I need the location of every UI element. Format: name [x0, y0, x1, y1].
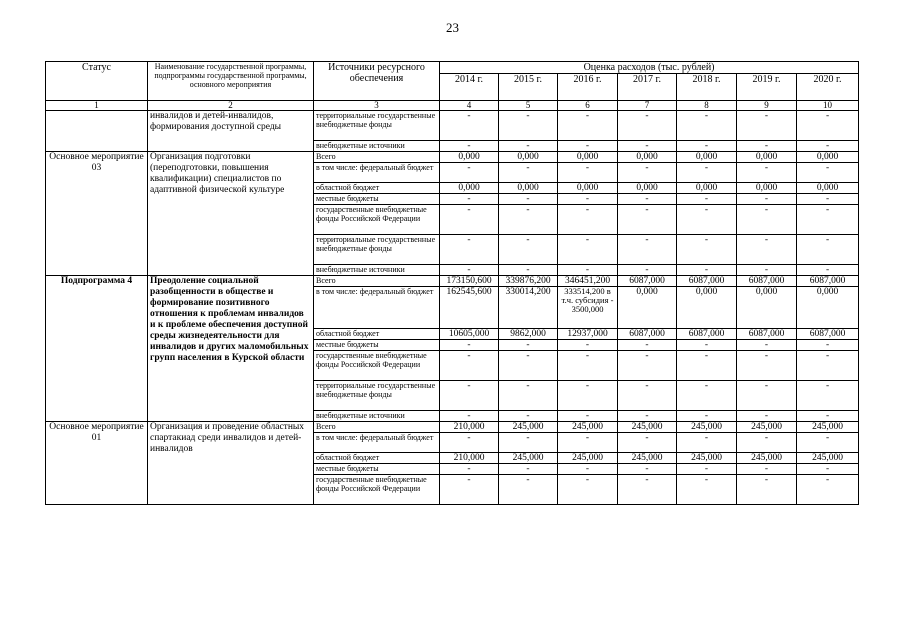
value-cell: 245,000: [677, 453, 737, 464]
value-cell: 0,000: [677, 183, 737, 194]
value-cell: 0,000: [737, 183, 797, 194]
program-name-cell: Преодоление социальной разобщенности в обществе и формирование позитивного отношения к проблемам инвалидов и к проблеме обеспечения доступной среды жизнедеятельности для инвалидов и других маломобильных групп населения в Курской области: [148, 276, 314, 422]
column-number: 9: [737, 101, 797, 111]
value-cell: 339876,200: [499, 276, 558, 287]
value-cell: -: [499, 340, 558, 351]
value-cell: -: [618, 205, 677, 235]
table-row: [46, 422, 859, 433]
value-cell: -: [797, 163, 859, 183]
value-cell: -: [677, 265, 737, 276]
column-number: 8: [677, 101, 737, 111]
value-cell: -: [677, 205, 737, 235]
value-cell: 245,000: [558, 453, 618, 464]
table-row: [46, 111, 859, 141]
value-cell: -: [558, 433, 618, 453]
value-cell: 0,000: [797, 152, 859, 163]
value-cell: 0,000: [499, 152, 558, 163]
value-cell: 6087,000: [618, 276, 677, 287]
header-year: 2014 г.: [440, 74, 499, 101]
value-cell: -: [440, 433, 499, 453]
source-cell: внебюджетные источники: [314, 411, 440, 422]
value-cell: -: [499, 205, 558, 235]
value-cell: -: [797, 265, 859, 276]
value-cell: -: [499, 475, 558, 505]
value-cell: 0,000: [797, 183, 859, 194]
value-cell: -: [440, 340, 499, 351]
value-cell: -: [440, 235, 499, 265]
value-cell: 6087,000: [618, 329, 677, 340]
value-cell: 162545,600: [440, 287, 499, 329]
value-cell: -: [737, 340, 797, 351]
value-cell: 0,000: [618, 152, 677, 163]
column-number: 2: [148, 101, 314, 111]
value-cell: 245,000: [558, 422, 618, 433]
source-cell: внебюджетные источники: [314, 141, 440, 152]
status-cell: Основное мероприятие 03: [46, 152, 148, 276]
value-cell: 245,000: [737, 422, 797, 433]
value-cell: -: [677, 194, 737, 205]
value-cell: -: [677, 411, 737, 422]
value-cell: 9862,000: [499, 329, 558, 340]
value-cell: -: [737, 411, 797, 422]
value-cell: -: [499, 141, 558, 152]
value-cell: -: [677, 381, 737, 411]
value-cell: 6087,000: [677, 276, 737, 287]
value-cell: 0,000: [440, 152, 499, 163]
value-cell: -: [440, 464, 499, 475]
source-cell: местные бюджеты: [314, 194, 440, 205]
column-number: 4: [440, 101, 499, 111]
value-cell: -: [558, 194, 618, 205]
value-cell: -: [737, 194, 797, 205]
value-cell: -: [558, 475, 618, 505]
header-year: 2018 г.: [677, 74, 737, 101]
source-cell: территориальные государственные внебюджетные фонды: [314, 381, 440, 411]
value-cell: -: [737, 111, 797, 141]
value-cell: -: [618, 340, 677, 351]
value-cell: -: [440, 411, 499, 422]
source-cell: местные бюджеты: [314, 464, 440, 475]
value-cell: 0,000: [677, 152, 737, 163]
value-cell: -: [499, 411, 558, 422]
value-cell: -: [499, 111, 558, 141]
value-cell: 0,000: [618, 183, 677, 194]
value-cell: -: [618, 265, 677, 276]
source-cell: государственные внебюджетные фонды Российской Федерации: [314, 351, 440, 381]
value-cell: -: [558, 235, 618, 265]
value-cell: -: [797, 381, 859, 411]
source-cell: областной бюджет: [314, 453, 440, 464]
source-cell: государственные внебюджетные фонды Российской Федерации: [314, 205, 440, 235]
value-cell: -: [440, 163, 499, 183]
value-cell: 6087,000: [797, 329, 859, 340]
value-cell: 12937,000: [558, 329, 618, 340]
value-cell: -: [737, 351, 797, 381]
source-cell: Всего: [314, 152, 440, 163]
value-cell: -: [440, 111, 499, 141]
value-cell: -: [440, 194, 499, 205]
value-cell: -: [797, 464, 859, 475]
value-cell: -: [618, 194, 677, 205]
value-cell: -: [558, 163, 618, 183]
source-cell: территориальные государственные внебюджетные фонды: [314, 235, 440, 265]
value-cell: -: [558, 340, 618, 351]
value-cell: 0,000: [558, 152, 618, 163]
value-cell: -: [558, 111, 618, 141]
value-cell: -: [737, 235, 797, 265]
value-cell: 0,000: [797, 287, 859, 329]
value-cell: 6087,000: [737, 329, 797, 340]
value-cell: 210,000: [440, 453, 499, 464]
value-cell: -: [677, 475, 737, 505]
value-cell: -: [797, 205, 859, 235]
value-cell: -: [737, 265, 797, 276]
table-row: [46, 152, 859, 163]
value-cell: 0,000: [440, 183, 499, 194]
value-cell: -: [737, 464, 797, 475]
value-cell: -: [558, 351, 618, 381]
value-cell: -: [737, 163, 797, 183]
value-cell: -: [737, 141, 797, 152]
source-cell: областной бюджет: [314, 329, 440, 340]
value-cell: -: [558, 411, 618, 422]
value-cell: 6087,000: [737, 276, 797, 287]
source-cell: областной бюджет: [314, 183, 440, 194]
value-cell: 346451,200: [558, 276, 618, 287]
value-cell: -: [677, 351, 737, 381]
value-cell: 330014,200: [499, 287, 558, 329]
value-cell: -: [618, 411, 677, 422]
value-cell: -: [737, 433, 797, 453]
budget-table: [45, 61, 859, 505]
column-number: 1: [46, 101, 148, 111]
source-cell: Всего: [314, 422, 440, 433]
value-cell: -: [499, 194, 558, 205]
header-year: 2019 г.: [737, 74, 797, 101]
status-cell: Основное мероприятие 01: [46, 422, 148, 505]
source-cell: Всего: [314, 276, 440, 287]
source-cell: государственные внебюджетные фонды Российской Федерации: [314, 475, 440, 505]
value-cell: -: [499, 464, 558, 475]
value-cell: -: [558, 464, 618, 475]
value-cell: -: [737, 205, 797, 235]
value-cell: -: [677, 235, 737, 265]
value-cell: -: [797, 351, 859, 381]
value-cell: 6087,000: [797, 276, 859, 287]
value-cell: 10605,000: [440, 329, 499, 340]
source-cell: в том числе: федеральный бюджет: [314, 287, 440, 329]
value-cell: -: [618, 433, 677, 453]
header-year: 2020 г.: [797, 74, 859, 101]
column-number: 6: [558, 101, 618, 111]
value-cell: 6087,000: [677, 329, 737, 340]
status-cell: Подпрограмма 4: [46, 276, 148, 422]
value-cell: 333514,200 в т.ч. субсидия - 3500,000: [558, 287, 618, 329]
column-number: 10: [797, 101, 859, 111]
value-cell: -: [499, 381, 558, 411]
value-cell: -: [797, 141, 859, 152]
header-status: Статус: [46, 62, 148, 101]
value-cell: 210,000: [440, 422, 499, 433]
value-cell: 245,000: [499, 422, 558, 433]
value-cell: 245,000: [737, 453, 797, 464]
value-cell: -: [797, 111, 859, 141]
value-cell: -: [677, 464, 737, 475]
source-cell: в том числе: федеральный бюджет: [314, 163, 440, 183]
value-cell: 0,000: [737, 287, 797, 329]
value-cell: -: [558, 265, 618, 276]
value-cell: 0,000: [618, 287, 677, 329]
header-program: Наименование государственной программы, подпрограммы государственной программы, основного мероприятия: [148, 62, 314, 101]
value-cell: 245,000: [499, 453, 558, 464]
value-cell: -: [558, 381, 618, 411]
value-cell: -: [618, 235, 677, 265]
program-name-cell: Организация подготовки (переподготовки, повышения квалификации) специалистов по адаптивной физической культуре: [148, 152, 314, 276]
value-cell: 0,000: [499, 183, 558, 194]
value-cell: 245,000: [618, 453, 677, 464]
column-number: 7: [618, 101, 677, 111]
header-year: 2017 г.: [618, 74, 677, 101]
page-number: 23: [446, 20, 459, 35]
value-cell: -: [440, 475, 499, 505]
value-cell: -: [797, 411, 859, 422]
column-number: 3: [314, 101, 440, 111]
table-row: [46, 276, 859, 287]
value-cell: -: [618, 351, 677, 381]
value-cell: -: [618, 475, 677, 505]
source-cell: в том числе: федеральный бюджет: [314, 433, 440, 453]
value-cell: 245,000: [618, 422, 677, 433]
value-cell: -: [677, 433, 737, 453]
value-cell: -: [499, 265, 558, 276]
value-cell: -: [797, 433, 859, 453]
source-cell: внебюджетные источники: [314, 265, 440, 276]
value-cell: -: [618, 163, 677, 183]
value-cell: -: [677, 340, 737, 351]
value-cell: -: [677, 163, 737, 183]
value-cell: -: [618, 111, 677, 141]
value-cell: -: [737, 475, 797, 505]
source-cell: территориальные государственные внебюджетные фонды: [314, 111, 440, 141]
value-cell: -: [677, 141, 737, 152]
program-name-cell: инвалидов и детей-инвалидов, формирования доступной среды: [148, 111, 314, 152]
value-cell: 245,000: [677, 422, 737, 433]
value-cell: 0,000: [677, 287, 737, 329]
source-cell: местные бюджеты: [314, 340, 440, 351]
value-cell: -: [618, 141, 677, 152]
status-cell: [46, 111, 148, 152]
header-expenses: Оценка расходов (тыс. рублей): [440, 62, 859, 74]
value-cell: -: [558, 205, 618, 235]
value-cell: -: [618, 381, 677, 411]
value-cell: -: [499, 163, 558, 183]
value-cell: 245,000: [797, 453, 859, 464]
value-cell: -: [677, 111, 737, 141]
value-cell: -: [440, 265, 499, 276]
value-cell: 173150,600: [440, 276, 499, 287]
value-cell: -: [797, 340, 859, 351]
header-year: 2015 г.: [499, 74, 558, 101]
value-cell: -: [499, 433, 558, 453]
value-cell: 245,000: [797, 422, 859, 433]
value-cell: -: [499, 235, 558, 265]
value-cell: -: [797, 235, 859, 265]
value-cell: -: [499, 351, 558, 381]
value-cell: -: [558, 141, 618, 152]
value-cell: 0,000: [558, 183, 618, 194]
value-cell: -: [618, 464, 677, 475]
column-number: 5: [499, 101, 558, 111]
value-cell: -: [440, 351, 499, 381]
value-cell: -: [797, 194, 859, 205]
value-cell: -: [797, 475, 859, 505]
value-cell: -: [440, 381, 499, 411]
program-name-cell: Организация и проведение областных спартакиад среди инвалидов и детей-инвалидов: [148, 422, 314, 505]
header-sources: Источники ресурсного обеспечения: [314, 62, 440, 101]
value-cell: -: [737, 381, 797, 411]
value-cell: -: [440, 141, 499, 152]
value-cell: 0,000: [737, 152, 797, 163]
header-year: 2016 г.: [558, 74, 618, 101]
value-cell: -: [440, 205, 499, 235]
